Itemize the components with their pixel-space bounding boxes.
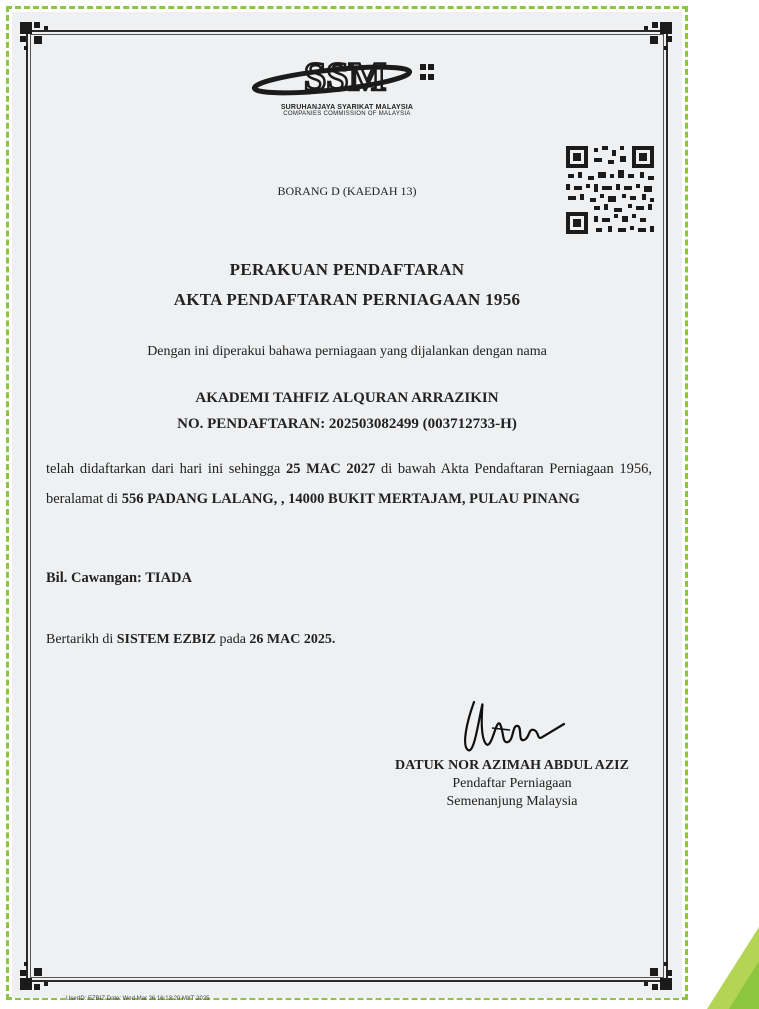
- certificate-title: PERAKUAN PENDAFTARAN: [229, 260, 465, 279]
- registration-paragraph: [46, 454, 652, 514]
- business-name: AKADEMI TAHFIZ ALQURAN ARRAZIKIN: [195, 390, 499, 406]
- ssm-logo-icon: [252, 50, 442, 102]
- dated-line: [46, 632, 335, 648]
- expiry-date: 25 MAC 2027: [285, 461, 376, 477]
- signatory-region: Semenanjung Malaysia: [446, 794, 578, 809]
- dated-text-1: Bertarikh di: [46, 632, 117, 647]
- business-address: 556 PADANG LALANG, , 14000 BUKIT MERTAJAM, PULAU PINANG: [121, 491, 580, 507]
- certificate-paper: [12, 12, 682, 1002]
- dated-text-2: pada: [215, 632, 250, 647]
- corner-ornament-top-right: [638, 22, 672, 56]
- corner-ornament-top-left: [20, 22, 54, 56]
- org-name: SURUHANJAYA SYARIKAT MALAYSIA: [280, 104, 414, 111]
- certificate-act: AKTA PENDAFTARAN PERNIAGAAN 1956: [173, 290, 521, 309]
- signatory-title: Pendaftar Perniagaan: [452, 776, 572, 791]
- branch-label: Bil. Cawangan:: [46, 570, 146, 586]
- registration-number: NO. PENDAFTARAN: 202503082499 (003712733-H): [177, 416, 517, 432]
- signature-icon: [452, 684, 572, 764]
- ssm-logo: [252, 50, 442, 140]
- print-footer: UserID: EZBIZ Date: Wed Mar 26 16:13:20 MYT 2025: [66, 996, 210, 1002]
- form-code: BORANG D (KAEDAH 13): [277, 184, 417, 198]
- corner-ornament-bottom-left: [20, 956, 54, 990]
- org-name-en: COMPANIES COMMISSION OF MALAYSIA: [283, 111, 411, 117]
- branch-value: TIADA: [145, 570, 192, 586]
- intro-text: Dengan ini diperakui bahawa perniagaan yang dijalankan dengan nama: [147, 344, 547, 359]
- branch-count: [46, 570, 192, 587]
- corner-ornament-bottom-right: [638, 956, 672, 990]
- decorative-corner-triangle-dark: [729, 961, 759, 1009]
- para-text-1: telah didaftarkan dari hari ini sehingga: [46, 461, 286, 477]
- dated-date: 26 MAC 2025.: [249, 632, 336, 647]
- para-text-2: di bawah Akta Pendaftaran Perniagaan 1956, beralamat di: [46, 461, 652, 507]
- dated-system: SISTEM EZBIZ: [116, 632, 216, 647]
- ssm-logo-letters: SSM: [304, 54, 387, 99]
- signatory-name: DATUK NOR AZIMAH ABDUL AZIZ: [395, 758, 629, 773]
